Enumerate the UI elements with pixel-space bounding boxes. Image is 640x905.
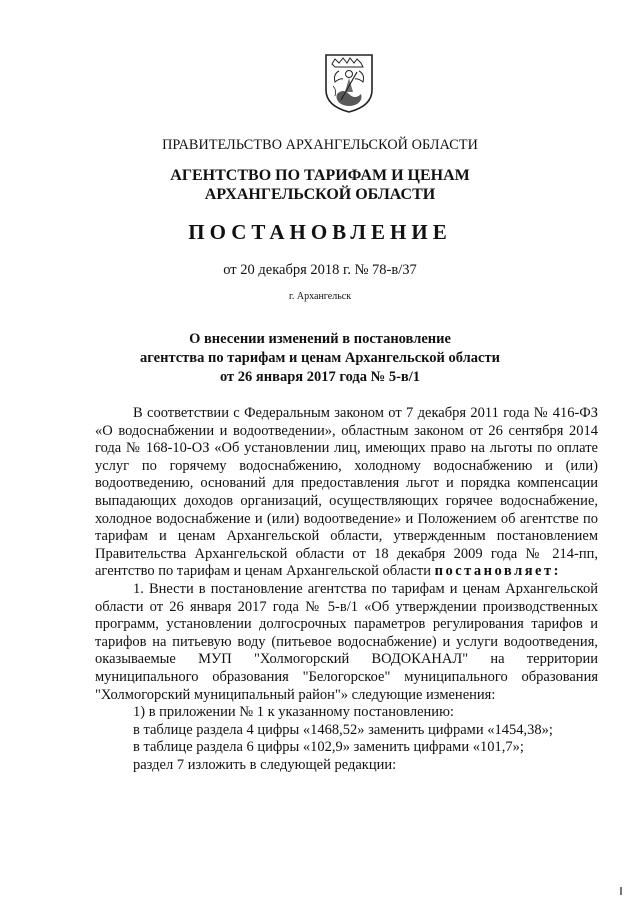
city-name: г. Архангельск bbox=[288, 291, 352, 302]
item-1-paragraph: 1. Внести в постановление агентства по тарифам и ценам Архангельской области от 26 января 2017 года № 5-в/1 «Об утверждении производственных программ, установлении долгосрочных параметров регулирования тарифов и тарифов на питьевую воду (питьевое водоснабжение) и услуги водоотведения, оказываемые МУП "Холмогорский ВОДОКАНАЛ" на территории муниципального образования "Белогорское" муниципального образования "Холмогорский муниципальный район"» следующие изменения: bbox=[95, 580, 598, 703]
agency-name-line-1: АГЕНТСТВО ПО ТАРИФАМ И ЦЕНАМ bbox=[170, 167, 470, 184]
subject-line-1: О внесении изменений в постановление bbox=[189, 331, 451, 347]
decree-word: постановляет: bbox=[434, 563, 561, 580]
document-type-title: ПОСТАНОВЛЕНИЕ bbox=[188, 220, 452, 244]
subject-line-3: от 26 января 2017 года № 5-в/1 bbox=[219, 369, 421, 385]
government-name: ПРАВИТЕЛЬСТВО АРХАНГЕЛЬСКОЙ ОБЛАСТИ bbox=[162, 137, 478, 153]
document-body bbox=[95, 405, 598, 774]
date-and-number: от 20 декабря 2018 г. № 78-в/37 bbox=[223, 262, 417, 278]
scan-mark bbox=[620, 887, 622, 895]
subitem-1a: в таблице раздела 4 цифры «1468,52» заменить цифрами «1454,38»; bbox=[133, 721, 553, 738]
subject-line-2: агентства по тарифам и ценам Архангельской области bbox=[140, 350, 500, 366]
agency-name-line-2: АРХАНГЕЛЬСКОЙ ОБЛАСТИ bbox=[204, 186, 436, 203]
preamble-paragraph bbox=[95, 405, 598, 581]
subitem-1: 1) в приложении № 1 к указанному постановлению: bbox=[133, 704, 454, 721]
subitem-1b: в таблице раздела 6 цифры «102,9» заменить цифрами «101,7»; bbox=[133, 739, 524, 756]
preamble-text: В соответствии с Федеральным законом от 7 декабря 2011 года № 416-ФЗ «О водоснабжении и водоотведении», областным законом от 26 сентября 2014 года № 168-10-ОЗ «Об установлении лиц, имеющих право на льготы по оплате услуг по горячему водоснабжению, холодному водоснабжению и (или) водоотведению, оснований для предоставления льгот и порядка компенсации выпадающих доходов организаций, осуществляющих горячее водоснабжение, холодное водоснабжение и (или) водоотведение» и Положением об агентстве по тарифам и ценам Архангельской области, утвержденным постановлением Правительства Архангельской области от 18 декабря 2009 года № 214-пп, агентство по тарифам и ценам Архангельской области bbox=[95, 405, 598, 580]
document-subject bbox=[0, 330, 640, 387]
agency-name bbox=[0, 166, 640, 204]
coat-of-arms-emblem bbox=[323, 52, 375, 114]
subitem-1c: раздел 7 изложить в следующей редакции: bbox=[133, 756, 397, 773]
